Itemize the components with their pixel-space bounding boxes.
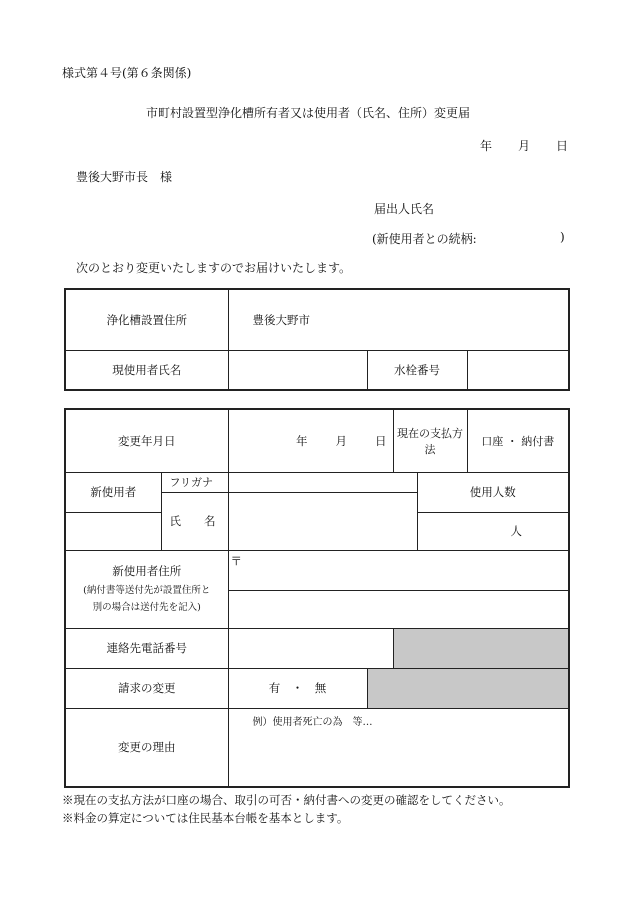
phone-label: 連絡先電話番号: [65, 628, 228, 668]
change-year-label: 年: [296, 433, 308, 448]
change-table: [64, 408, 570, 788]
change-reason-example: 例）使用者死亡の為 等…: [252, 716, 373, 728]
relation-label: (新使用者との続柄:: [372, 232, 477, 246]
new-address-label-cell: [65, 550, 228, 628]
payment-method-options[interactable]: 口座 ・ 納付書: [467, 409, 569, 472]
change-reason-label: 変更の理由: [65, 708, 228, 787]
intro-text: 次のとおり変更いたしますのでお届けいたします。: [76, 261, 352, 275]
meter-number-field[interactable]: [467, 350, 569, 390]
users-count-label: 使用人数: [417, 472, 569, 512]
change-reason-field[interactable]: [228, 708, 569, 787]
site-address-label: 浄化槽設置住所: [65, 289, 228, 350]
form-number: 様式第４号(第６条関係): [62, 66, 192, 80]
change-date-label: 変更年月日: [65, 409, 228, 472]
users-count-field[interactable]: [417, 512, 569, 550]
new-address-note-1: (納付書等送付先が設置住所と: [83, 584, 211, 596]
billing-change-label: 請求の変更: [65, 668, 228, 708]
note-payment: ※現在の支払方法が口座の場合、取引の可否・納付書への変更の確認をしてください。: [62, 793, 511, 807]
date-month: 月: [518, 139, 531, 153]
change-month-label: 月: [335, 433, 347, 448]
note-calculation: ※料金の算定については住民基本台帳を基本とします。: [62, 811, 349, 825]
current-user-field[interactable]: [228, 350, 367, 390]
phone-field[interactable]: [228, 628, 393, 668]
furigana-field[interactable]: [228, 472, 417, 492]
change-day-label: 日: [375, 433, 387, 448]
current-user-label: 現使用者氏名: [65, 350, 228, 390]
addressee: 豊後大野市長 様: [76, 170, 173, 184]
name-label: 氏 名: [161, 492, 228, 550]
relation-close: ): [560, 230, 565, 244]
meter-number-label: 水栓番号: [367, 350, 467, 390]
billing-change-options[interactable]: 有 ・ 無: [228, 668, 367, 708]
new-user-label-cont: [65, 512, 161, 550]
date-year: 年: [480, 139, 493, 153]
billing-gray-cell: [367, 668, 569, 708]
payment-method-label: 現在の支払方法: [393, 409, 467, 472]
furigana-label: フリガナ: [161, 472, 228, 492]
new-address-field[interactable]: [228, 590, 569, 628]
users-unit: 人: [510, 524, 522, 538]
postal-code-field[interactable]: [228, 550, 569, 590]
new-address-label: 新使用者住所: [112, 563, 182, 578]
applicant-label: 届出人氏名: [374, 202, 435, 216]
site-address-field[interactable]: [228, 289, 569, 350]
new-user-label: 新使用者: [65, 472, 161, 512]
site-address-value: 豊後大野市: [252, 312, 310, 327]
postal-mark: 〒: [230, 553, 242, 568]
date-day: 日: [556, 139, 569, 153]
page-title: 市町村設置型浄化槽所有者又は使用者（氏名、住所）変更届: [146, 106, 471, 120]
change-date-field[interactable]: [228, 409, 393, 472]
phone-gray-cell: [393, 628, 569, 668]
new-address-note-2: 別の場合は送付先を記入): [92, 601, 201, 613]
new-user-name-field[interactable]: [228, 492, 417, 550]
site-info-table: [64, 288, 570, 391]
